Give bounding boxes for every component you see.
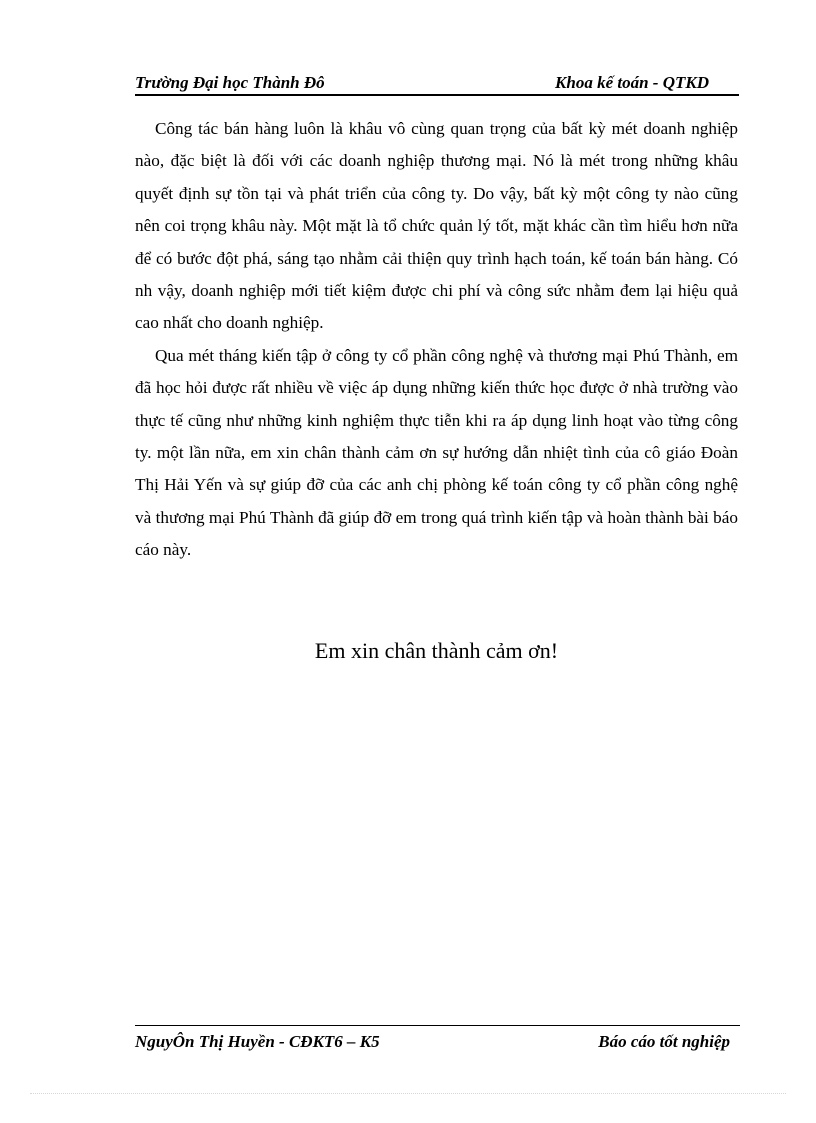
- header-school-name: Trường Đại học Thành Đô: [135, 73, 325, 92]
- footer-report-type: Báo cáo tốt nghiệp: [598, 1032, 730, 1051]
- paragraph-acknowledgement: Qua mét tháng kiến tập ở công ty cổ phần công nghệ và thương mại Phú Thành, em đã học hỏi được rất nhiều về việc áp dụng những kiến thức học được ở nhà trường vào thực tế cũng như những kinh nghiệm thực tiễn khi ra áp dụng linh hoạt vào từng công ty. một lần nữa, em xin chân thành cảm ơn sự hướng dẫn nhiệt tình của cô giáo Đoàn Thị Hải Yến và sự giúp đỡ của các anh chị phòng kế toán công ty cổ phần công nghệ và thương mại Phú Thành đã giúp đỡ em trong quá trình kiến tập và hoàn thành bài báo cáo này.: [135, 345, 738, 560]
- header-faculty-name: Khoa kế toán - QTKD: [555, 73, 709, 92]
- page-footer: [135, 1025, 740, 1052]
- paragraph-sales-importance: Công tác bán hàng luôn là khâu vô cùng quan trọng của bất kỳ mét doanh nghiệp nào, đặc biệt là đối với các doanh nghiệp thương mại. Nó là mét trong những khâu quyết định sự tồn tại và phát triển của công ty. Do vậy, bất kỳ một công ty nào cũng nên coi trọng khâu này. Một mặt là tổ chức quản lý tốt, mặt khác cần tìm hiểu hơn nữa để có bước đột phá, sáng tạo nhằm cải thiện quy trình hạch toán, kế toán bán hàng. Có nh vậy, doanh nghiệp mới tiết kiệm được chi phí và công sức nhằm đem lại hiệu quả cao nhất cho doanh nghiệp.: [135, 119, 738, 333]
- footer-author: NguyÔn Thị Huyền - CĐKT6 – K5: [135, 1032, 380, 1051]
- body-text: [135, 113, 738, 567]
- page-header: [135, 72, 739, 96]
- closing-thanks: Em xin chân thành cảm ơn!: [314, 638, 559, 663]
- page-bottom-divider: [30, 1093, 786, 1094]
